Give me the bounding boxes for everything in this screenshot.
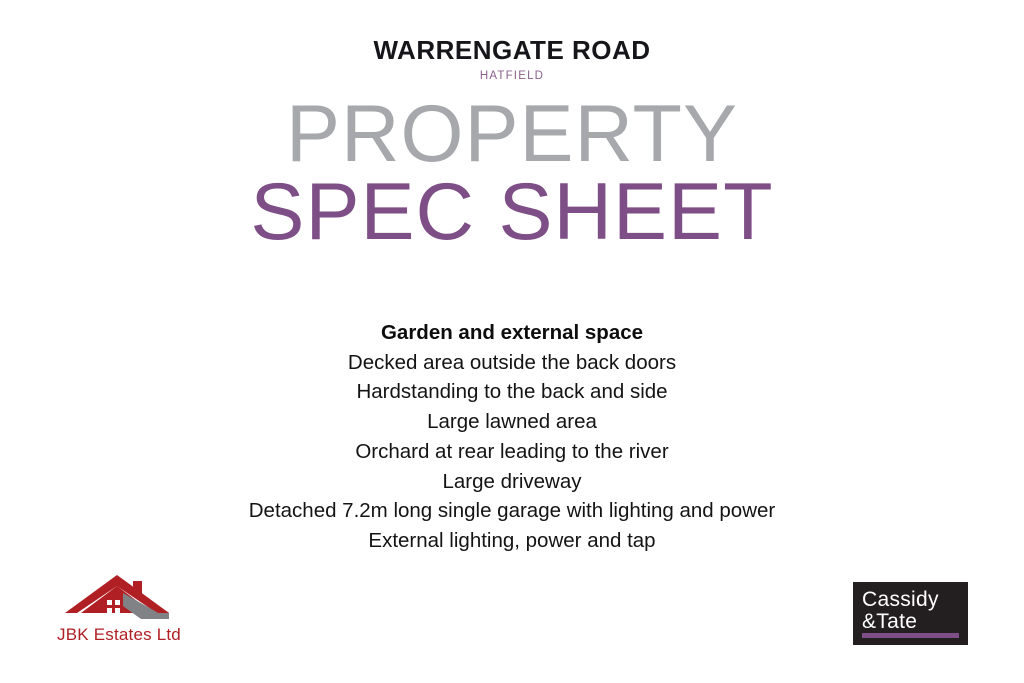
cassidy-tate-logo	[853, 582, 968, 645]
spec-item: Decked area outside the back doors	[347, 350, 677, 374]
cassidy-tate-accent-bar	[862, 633, 959, 638]
title-line-property: PROPERTY	[285, 89, 739, 179]
page-title	[0, 89, 1024, 258]
spec-section-heading: Garden and external space	[380, 321, 644, 344]
spec-item: Orchard at rear leading to the river	[355, 439, 669, 463]
spec-item: External lighting, power and tap	[368, 529, 656, 553]
cassidy-tate-line1: Cassidy	[862, 588, 939, 611]
town-name: HATFIELD	[479, 69, 545, 82]
house-roof-icon	[61, 573, 173, 621]
spec-content	[0, 318, 1024, 556]
jbk-estates-name: JBK Estates Ltd	[57, 625, 181, 644]
spec-item: Large lawned area	[427, 410, 597, 434]
spec-item: Hardstanding to the back and side	[356, 380, 668, 404]
title-line-spec-sheet: SPEC SHEET	[250, 167, 774, 258]
cassidy-tate-line2: &Tate	[862, 610, 918, 633]
spec-item: Large driveway	[442, 469, 582, 493]
jbk-estates-logo	[57, 573, 197, 651]
spec-item: Detached 7.2m long single garage with lighting and power	[248, 499, 776, 523]
street-name: WARRENGATE ROAD	[373, 35, 651, 65]
document-header	[0, 36, 1024, 82]
